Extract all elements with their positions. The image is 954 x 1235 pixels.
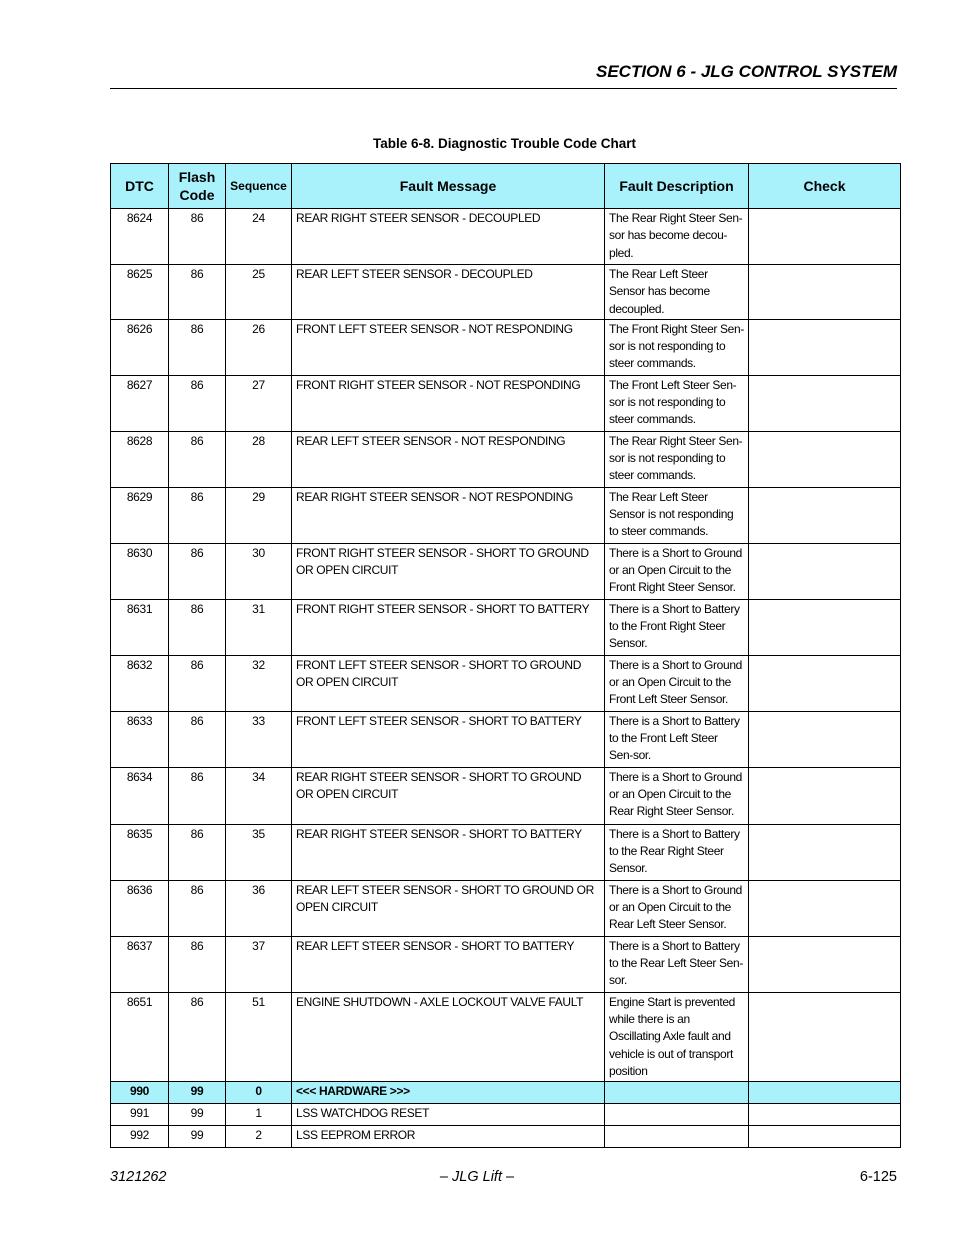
cell-dtc: 8633 [111,711,169,767]
cell-check [749,1104,901,1126]
cell-dtc: 8636 [111,880,169,936]
table-body [111,209,901,1148]
cell-fault-description: There is a Short to Battery to the Front Right Steer Sensor. [605,599,749,655]
cell-dtc: 8626 [111,319,169,375]
cell-dtc: 8625 [111,265,169,320]
cell-fault-description: There is a Short to Ground or an Open Circuit to the Front Left Steer Sensor. [605,655,749,711]
cell-fault-description [605,1104,749,1126]
cell-sequence: 32 [226,655,292,711]
cell-flash-code: 86 [169,319,226,375]
cell-dtc: 8637 [111,936,169,992]
cell-fault-description: There is a Short to Battery to the Rear Right Steer Sensor. [605,824,749,880]
cell-fault-message: FRONT LEFT STEER SENSOR - SHORT TO BATTERY [292,711,605,767]
cell-fault-description: The Front Right Steer Sen-sor is not responding to steer commands. [605,319,749,375]
diagnostic-trouble-code-table [110,163,901,1148]
table-row [111,767,901,824]
cell-check [749,487,901,543]
cell-sequence: 24 [226,209,292,265]
cell-check [749,599,901,655]
cell-fault-message: REAR LEFT STEER SENSOR - NOT RESPONDING [292,431,605,487]
cell-fault-message: FRONT RIGHT STEER SENSOR - SHORT TO GROUND OR OPEN CIRCUIT [292,543,605,599]
cell-dtc: 8635 [111,824,169,880]
cell-flash-code: 86 [169,265,226,320]
cell-sequence: 36 [226,880,292,936]
cell-sequence: 1 [226,1104,292,1126]
column-header-dtc: DTC [111,164,169,209]
table-row [111,543,901,599]
column-header-fault-message: Fault Message [292,164,605,209]
cell-check [749,319,901,375]
cell-dtc: 992 [111,1126,169,1148]
footer-document-number: 3121262 [110,1169,167,1185]
cell-sequence: 30 [226,543,292,599]
cell-check [749,375,901,431]
cell-fault-message: ENGINE SHUTDOWN - AXLE LOCKOUT VALVE FAULT [292,992,605,1081]
cell-fault-message: REAR RIGHT STEER SENSOR - NOT RESPONDING [292,487,605,543]
cell-sequence: 51 [226,992,292,1081]
cell-flash-code: 86 [169,711,226,767]
cell-sequence: 28 [226,431,292,487]
cell-flash-code: 86 [169,375,226,431]
cell-sequence: 37 [226,936,292,992]
cell-sequence: 33 [226,711,292,767]
cell-sequence: 27 [226,375,292,431]
footer-page-number: 6-125 [859,1169,897,1185]
column-header-fault-description: Fault Description [605,164,749,209]
cell-fault-description: The Front Left Steer Sen-sor is not responding to steer commands. [605,375,749,431]
cell-fault-description [605,1082,749,1104]
cell-dtc: 990 [111,1082,169,1104]
cell-flash-code: 86 [169,655,226,711]
cell-sequence: 29 [226,487,292,543]
cell-fault-message: LSS EEPROM ERROR [292,1126,605,1148]
cell-flash-code: 86 [169,599,226,655]
cell-fault-description: The Rear Right Steer Sen-sor has become decou-pled. [605,209,749,265]
column-header-check: Check [749,164,901,209]
cell-flash-code: 86 [169,992,226,1081]
cell-flash-code: 86 [169,880,226,936]
cell-fault-description: There is a Short to Ground or an Open Circuit to the Rear Right Steer Sensor. [605,767,749,824]
cell-sequence: 31 [226,599,292,655]
cell-flash-code: 86 [169,543,226,599]
table-row [111,880,901,936]
cell-fault-message: REAR RIGHT STEER SENSOR - SHORT TO GROUND OR OPEN CIRCUIT [292,767,605,824]
section-header: SECTION 6 - JLG CONTROL SYSTEM [596,62,897,81]
cell-fault-message: REAR RIGHT STEER SENSOR - DECOUPLED [292,209,605,265]
cell-fault-message: REAR LEFT STEER SENSOR - SHORT TO GROUND OR OPEN CIRCUIT [292,880,605,936]
cell-flash-code: 86 [169,209,226,265]
table-row [111,209,901,265]
cell-check [749,1126,901,1148]
table-row [111,711,901,767]
cell-dtc: 8624 [111,209,169,265]
header-rule [110,88,897,89]
table-row [111,265,901,320]
table-row [111,655,901,711]
column-header-flash-code-label: Flash Code [178,169,216,203]
table-row [111,599,901,655]
cell-dtc: 8630 [111,543,169,599]
cell-fault-message: <<< HARDWARE >>> [292,1082,605,1104]
cell-flash-code: 99 [169,1082,226,1104]
cell-check [749,936,901,992]
table-row [111,1126,901,1148]
table-row [111,992,901,1081]
cell-check [749,992,901,1081]
cell-check [749,209,901,265]
cell-dtc: 8634 [111,767,169,824]
cell-check [749,431,901,487]
cell-dtc: 8627 [111,375,169,431]
table-row [111,487,901,543]
table-header-row [111,164,901,209]
cell-flash-code: 86 [169,824,226,880]
cell-fault-description: There is a Short to Battery to the Front Left Steer Sen-sor. [605,711,749,767]
cell-fault-description: There is a Short to Battery to the Rear Left Steer Sen-sor. [605,936,749,992]
cell-flash-code: 99 [169,1104,226,1126]
cell-flash-code: 86 [169,487,226,543]
cell-fault-message: FRONT LEFT STEER SENSOR - SHORT TO GROUND OR OPEN CIRCUIT [292,655,605,711]
table-row [111,319,901,375]
table-row [111,1104,901,1126]
cell-sequence: 0 [226,1082,292,1104]
cell-fault-description: There is a Short to Ground or an Open Circuit to the Rear Left Steer Sensor. [605,880,749,936]
footer-brand: – JLG Lift – [439,1169,515,1185]
table-title: Table 6-8. Diagnostic Trouble Code Chart [372,136,637,151]
cell-fault-description: The Rear Left Steer Sensor has become decoupled. [605,265,749,320]
table-row [111,936,901,992]
column-header-sequence: Sequence [226,164,292,209]
cell-flash-code: 86 [169,767,226,824]
cell-dtc: 8631 [111,599,169,655]
table-row [111,431,901,487]
cell-fault-message: LSS WATCHDOG RESET [292,1104,605,1126]
cell-check [749,824,901,880]
cell-dtc: 8629 [111,487,169,543]
cell-fault-description: The Rear Left Steer Sensor is not responding to steer commands. [605,487,749,543]
column-header-flash-code [169,164,226,209]
cell-fault-message: FRONT RIGHT STEER SENSOR - NOT RESPONDING [292,375,605,431]
cell-check [749,711,901,767]
cell-fault-message: REAR RIGHT STEER SENSOR - SHORT TO BATTERY [292,824,605,880]
cell-fault-description: Engine Start is prevented while there is an Oscillating Axle fault and vehicle is out of transport position [605,992,749,1081]
cell-fault-message: FRONT LEFT STEER SENSOR - NOT RESPONDING [292,319,605,375]
cell-sequence: 2 [226,1126,292,1148]
cell-check [749,767,901,824]
cell-fault-message: REAR LEFT STEER SENSOR - SHORT TO BATTERY [292,936,605,992]
cell-check [749,655,901,711]
table-row [111,824,901,880]
cell-check [749,880,901,936]
cell-dtc: 991 [111,1104,169,1126]
cell-dtc: 8632 [111,655,169,711]
cell-check [749,543,901,599]
table-section-row [111,1082,901,1104]
table-row [111,375,901,431]
cell-sequence: 26 [226,319,292,375]
cell-fault-message: FRONT RIGHT STEER SENSOR - SHORT TO BATTERY [292,599,605,655]
cell-fault-description [605,1126,749,1148]
cell-sequence: 35 [226,824,292,880]
cell-check [749,1082,901,1104]
cell-fault-message: REAR LEFT STEER SENSOR - DECOUPLED [292,265,605,320]
cell-sequence: 25 [226,265,292,320]
cell-sequence: 34 [226,767,292,824]
cell-fault-description: There is a Short to Ground or an Open Circuit to the Front Right Steer Sensor. [605,543,749,599]
cell-flash-code: 99 [169,1126,226,1148]
cell-flash-code: 86 [169,431,226,487]
cell-fault-description: The Rear Right Steer Sen-sor is not responding to steer commands. [605,431,749,487]
cell-dtc: 8628 [111,431,169,487]
cell-check [749,265,901,320]
cell-dtc: 8651 [111,992,169,1081]
cell-flash-code: 86 [169,936,226,992]
